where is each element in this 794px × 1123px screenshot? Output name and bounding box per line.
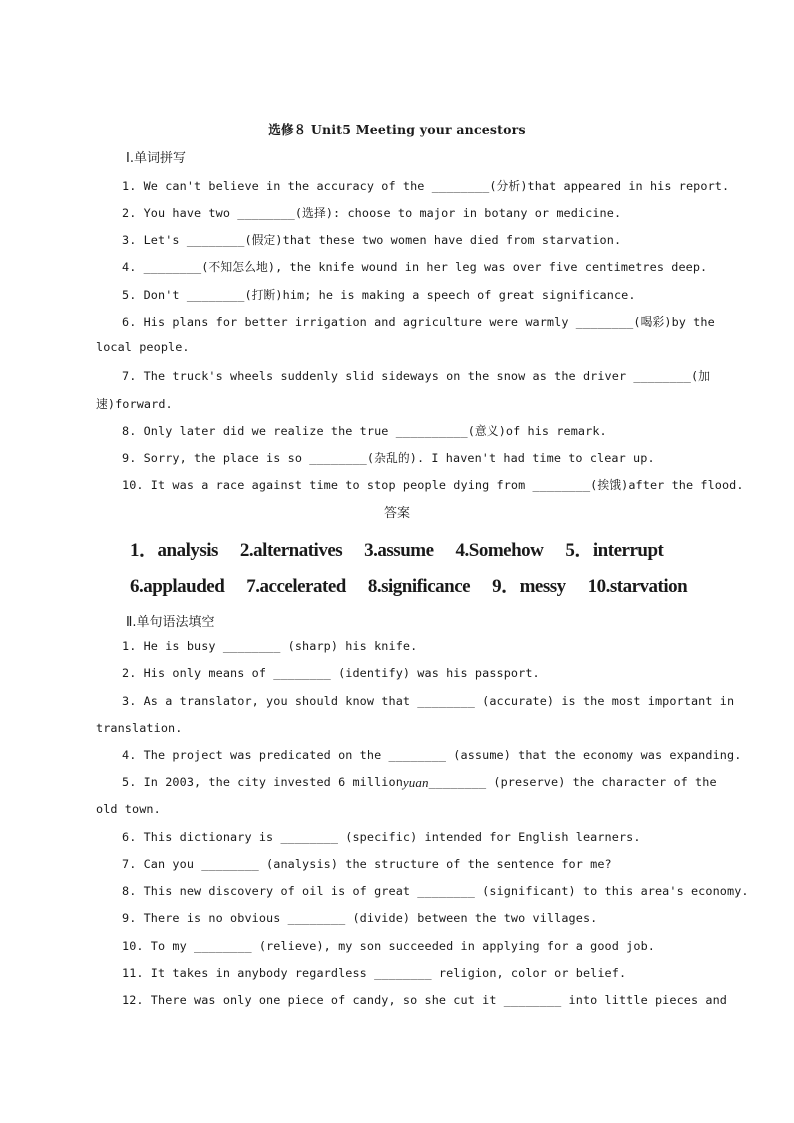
- section-2-heading: Ⅱ.单句语法填空: [126, 615, 215, 630]
- s1-q7-cont: 速)forward.: [96, 397, 173, 411]
- answers-row-2: [130, 571, 709, 598]
- page-title: 选修８ Unit5 Meeting your ancestors: [268, 122, 526, 137]
- s2-q10: 10. To my ________ (relieve), my son succeeded in applying for a good job.: [122, 939, 655, 953]
- s1-q7: 7. The truck's wheels suddenly slid sideways on the snow as the driver ________(加: [122, 369, 711, 383]
- s1-q6-cont: local people.: [96, 340, 190, 354]
- s2-q12: 12. There was only one piece of candy, so she cut it ________ into little pieces and: [122, 993, 727, 1007]
- s1-q1: 1. We can't believe in the accuracy of the ________(分析)that appeared in his report.: [122, 179, 730, 193]
- answer-5: 5．interrupt: [565, 540, 664, 561]
- s2-q5-part1: 5. In 2003, the city invested 6 million: [122, 775, 403, 789]
- answer-7: 7.accelerated: [246, 576, 346, 597]
- answer-3: 3.assume: [364, 540, 434, 561]
- s1-q6: 6. His plans for better irrigation and agriculture were warmly ________(喝彩)by the: [122, 315, 715, 329]
- s2-q3: 3. As a translator, you should know that ________ (accurate) is the most important in: [122, 694, 735, 708]
- s1-q10: 10. It was a race against time to stop people dying from ________(挨饿)after the flood.: [122, 478, 744, 492]
- s2-q7: 7. Can you ________ (analysis) the structure of the sentence for me?: [122, 857, 612, 871]
- s1-q3: 3. Let's ________(假定)that these two women have died from starvation.: [122, 233, 622, 247]
- answer-2: 2.alternatives: [239, 540, 343, 561]
- answer-1: 1．analysis: [130, 540, 218, 561]
- s2-q11: 11. It takes in anybody regardless ________ religion, color or belief.: [122, 966, 627, 980]
- s1-q4: 4. ________(不知怎么地), the knife wound in her leg was over five centimetres deep.: [122, 260, 708, 274]
- s2-q5-cont: old town.: [96, 802, 161, 816]
- s2-q4: 4. The project was predicated on the ________ (assume) that the economy was expanding.: [122, 748, 742, 762]
- answers-row-1: [130, 535, 685, 562]
- s1-q5: 5. Don't ________(打断)him; he is making a speech of great significance.: [122, 288, 636, 302]
- s2-q6: 6. This dictionary is ________ (specific) intended for English learners.: [122, 830, 641, 844]
- answer-6: 6.applauded: [130, 576, 225, 597]
- s1-q2: 2. You have two ________(选择): choose to major in botany or medicine.: [122, 206, 622, 220]
- s2-q5-yuan: yuan: [402, 775, 429, 790]
- answer-4: 4.Somehow: [455, 540, 544, 561]
- s2-q5: [122, 775, 717, 791]
- section-1-heading: Ⅰ.单词拼写: [126, 151, 186, 166]
- answer-9: 9．messy: [492, 576, 566, 597]
- s1-q8: 8. Only later did we realize the true __________(意义)of his remark.: [122, 424, 607, 438]
- answer-10: 10.starvation: [587, 576, 688, 597]
- s2-q9: 9. There is no obvious ________ (divide) between the two villages.: [122, 911, 598, 925]
- answer-8: 8.significance: [367, 576, 471, 597]
- answers-label: 答案: [383, 506, 410, 521]
- s1-q9: 9. Sorry, the place is so ________(杂乱的). I haven't had time to clear up.: [122, 451, 655, 465]
- s2-q3-cont: translation.: [96, 721, 183, 735]
- s2-q8: 8. This new discovery of oil is of great ________ (significant) to this area's economy.: [122, 884, 749, 898]
- s2-q5-part2: ________ (preserve) the character of the: [428, 775, 717, 789]
- s2-q1: 1. He is busy ________ (sharp) his knife.: [122, 639, 418, 653]
- s2-q2: 2. His only means of ________ (identify) was his passport.: [122, 666, 540, 680]
